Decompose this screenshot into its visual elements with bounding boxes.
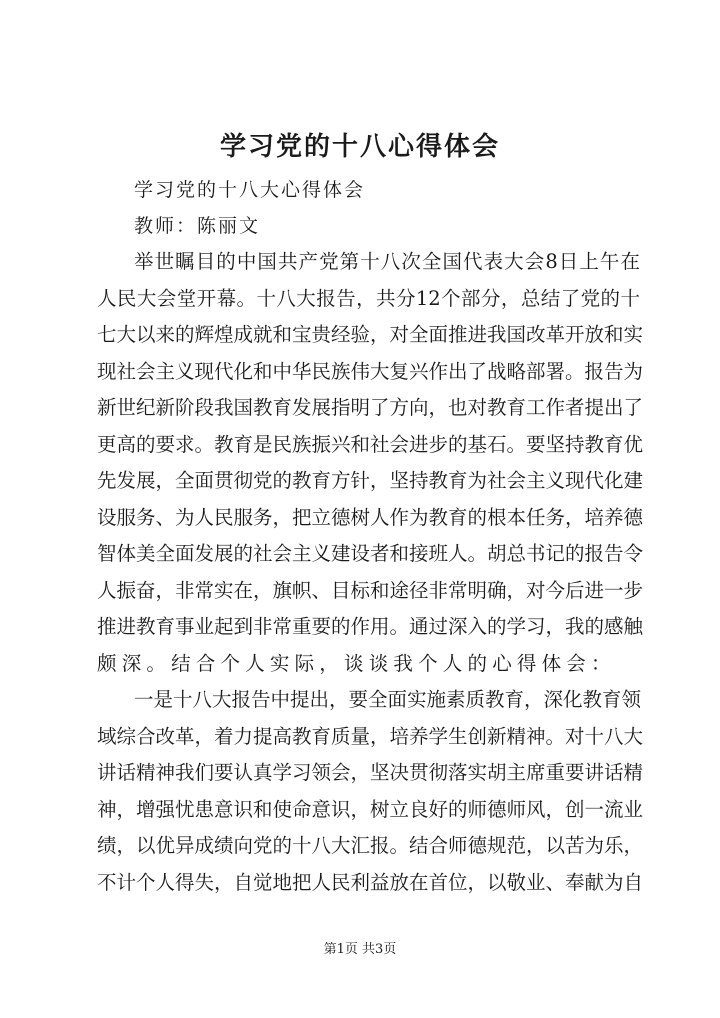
- text-line: 更高的要求。教育是民族振兴和社会进步的基石。要坚持教育优: [97, 432, 644, 456]
- document-subtitle: 学习党的十八大心得体会: [134, 179, 366, 201]
- text-line: 人民大会堂开幕。十八大报告，共分12个部分，总结了党的十: [97, 286, 640, 310]
- document-title: 学习党的十八心得体会: [219, 132, 500, 162]
- text-line: 不计个人得失，自觉地把人民利益放在首位，以敬业、奉献为自: [97, 870, 644, 894]
- text-line: 现社会主义现代化和中华民族伟大复兴作出了战略部署。报告为: [97, 359, 644, 383]
- text-line: 神，增强忧患意识和使命意识，树立良好的师德师风，创一流业: [97, 797, 644, 821]
- text-line: 设服务、为人民服务，把立德树人作为教育的根本任务，培养德: [97, 505, 644, 529]
- paragraph-1: [97, 244, 644, 682]
- text-line: 一是十八大报告中提出，要全面实施素质教育，深化教育领: [134, 688, 642, 711]
- text-line: 智体美全面发展的社会主义建设者和接班人。胡总书记的报告令: [97, 542, 644, 565]
- text-line: 绩，以优异成绩向党的十八大汇报。结合师德规范，以苦为乐，: [97, 834, 644, 857]
- text-line: 人振奋，非常实在，旗帜、目标和途径非常明确，对今后进一步: [97, 578, 644, 602]
- text-line: 举世瞩目的中国共产党第十八次全国代表大会8日上午在: [134, 250, 640, 273]
- text-line: 域综合改革，着力提高教育质量，培养学生创新精神。对十八大: [97, 724, 644, 748]
- text-line: 新世纪新阶段我国教育发展指明了方向，也对教育工作者提出了: [97, 396, 644, 419]
- text-line: 先发展，全面贯彻党的教育方针，坚持教育为社会主义现代化建: [97, 469, 644, 492]
- text-line: 讲话精神我们要认真学习领会，坚决贯彻落实胡主席重要讲话精: [97, 761, 644, 784]
- text-line: 七大以来的辉煌成就和宝贵经验，对全面推进我国改革开放和实: [97, 323, 644, 346]
- paragraph-2: [97, 682, 644, 901]
- text-line: 推进教育事业起到非常重要的作用。通过深入的学习，我的感触: [97, 615, 644, 638]
- text-line: 颇深。结合个人实际，谈谈我个人的心得体会：: [97, 651, 616, 675]
- document-body: [97, 244, 644, 901]
- author-line: 教师：陈丽文: [134, 215, 261, 237]
- page-number-footer: 第1页 共3页: [323, 942, 397, 957]
